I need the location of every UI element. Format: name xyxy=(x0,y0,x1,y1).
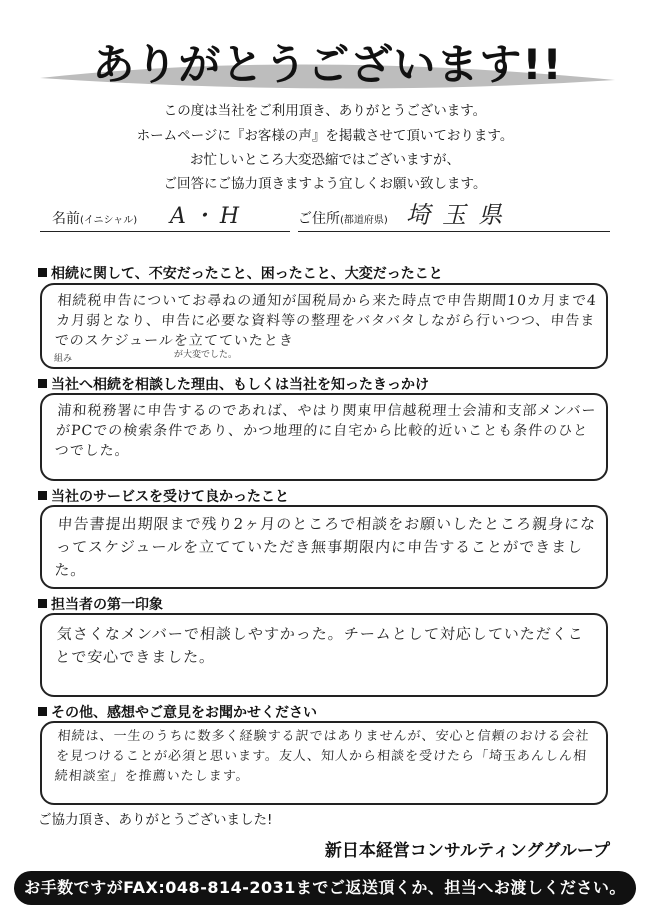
question-2-label: 当社へ相続を相談した理由、もしくは当社を知ったきっかけ xyxy=(38,374,429,394)
answer-box-4 xyxy=(40,613,608,697)
bullet-square-icon xyxy=(38,379,47,388)
bullet-square-icon xyxy=(38,268,47,277)
answer-3-text: 申告書提出期限まで残り2ヶ月のところで相談をお願いしたところ親身になってスケジュールを立てていただき無事期限内に申告することができました。 xyxy=(53,515,597,579)
thanks-message: ご協力頂き、ありがとうございました! xyxy=(38,812,273,828)
address-field xyxy=(298,201,610,234)
answer-1-text: 相続税申告についてお尋ねの通知が国税局から来た時点で申告期間10カ月まで4カ月弱となり、申告に必要な資料等の整理をバタバタしながら行いつつ、申告までのスケジュールを立てていたとき xyxy=(54,293,598,349)
title-banner xyxy=(40,20,615,100)
answer-box-3 xyxy=(40,505,608,589)
question-4-label: 担当者の第一印象 xyxy=(38,594,163,614)
answer-box-2 xyxy=(40,393,608,481)
intro-line-1: この度は当社をご利用頂き、ありがとうございます。 xyxy=(163,103,487,119)
question-5-label: その他、感想やご意見をお聞かせください xyxy=(38,702,317,722)
name-underline xyxy=(40,231,290,232)
bullet-square-icon xyxy=(38,707,47,716)
name-value: A・H xyxy=(170,204,246,229)
address-sublabel: (都道府県) xyxy=(340,215,388,226)
answer-box-1 xyxy=(40,283,608,369)
address-value: 埼玉県 xyxy=(406,201,514,229)
name-sublabel: (イニシャル) xyxy=(80,215,138,226)
bullet-square-icon xyxy=(38,599,47,608)
answer-4-text: 気さくなメンバーで相談しやすかった。チームとして対応していただくことで安心できました。 xyxy=(54,625,585,666)
question-1-label: 相続に関して、不安だったこと、困ったこと、大変だったこと xyxy=(38,263,443,283)
answer-box-5 xyxy=(40,721,608,805)
answer-1-note-a: 組み xyxy=(54,354,73,364)
name-field xyxy=(40,204,290,234)
intro-line-2: ホームページに『お客様の声』を掲載させて頂いております。 xyxy=(136,128,514,144)
name-label: 名前(イニシャル) xyxy=(52,211,138,227)
company-name: 新日本経営コンサルティンググループ xyxy=(324,841,610,861)
question-3-label: 当社のサービスを受けて良かったこと xyxy=(38,486,289,506)
address-underline xyxy=(298,231,610,232)
address-label: ご住所(都道府県) xyxy=(298,211,388,227)
fax-instruction-bar: お手数ですがFAX:048-814-2031までご返送頂くか、担当へお渡しください。 xyxy=(14,871,636,905)
page-title: ありがとうございます!! xyxy=(92,40,563,89)
bullet-square-icon xyxy=(38,491,47,500)
intro-line-3: お忙しいところ大変恐縮ではございますが、 xyxy=(190,152,460,168)
answer-1-note-b: が大変でした。 xyxy=(174,350,238,360)
answer-5-text: 相続は、一生のうちに数多く経験する訳ではありませんが、安心と信頼のおける会社を見つけることが必須と思います。友人、知人から相談を受けたら「埼玉あんしん相続相談室」を推薦いたします。 xyxy=(54,729,590,784)
answer-2-text: 浦和税務署に申告するのであれば、やはり関東甲信越税理士会浦和支部メンバーがPCでの検索条件であり、かつ地理的に自宅から比較的近いことも条件のひとつでした。 xyxy=(54,403,597,459)
intro-line-4: ご回答にご協力頂きますよう宜しくお願い致します。 xyxy=(163,176,487,192)
